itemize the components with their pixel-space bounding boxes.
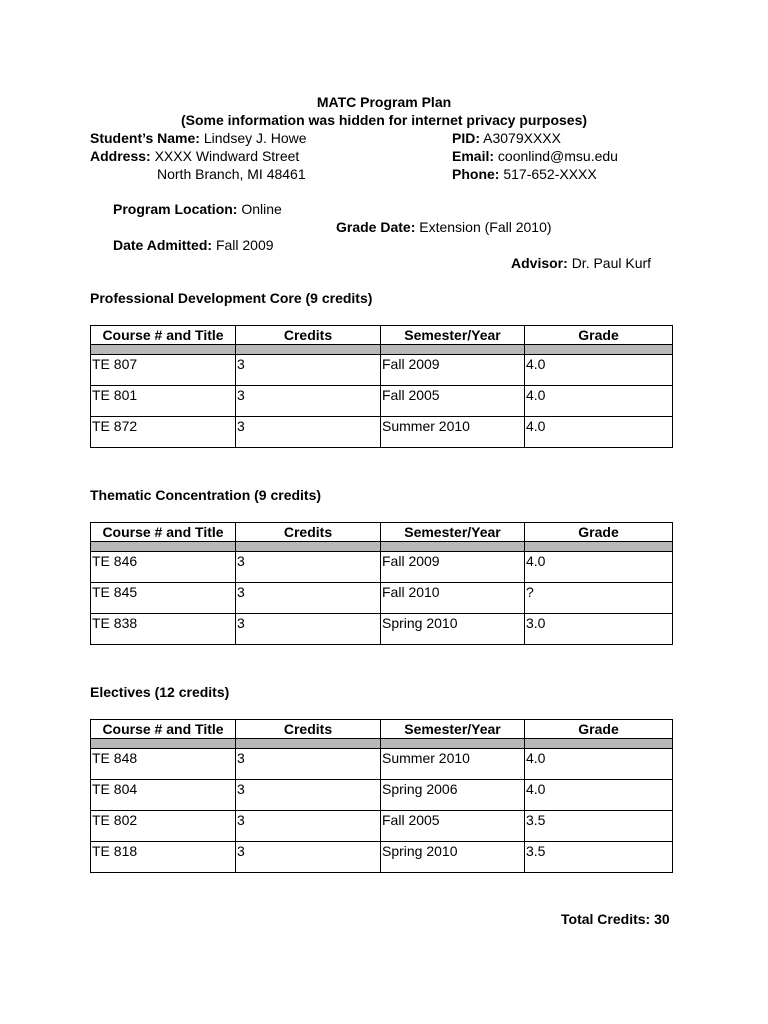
table-cell: Fall 2010 — [381, 583, 525, 614]
professional-core-table — [90, 325, 673, 448]
column-header: Credits — [236, 326, 381, 345]
address-label: Address: — [90, 148, 151, 164]
email-label: Email: — [452, 148, 495, 164]
advisor-label: Advisor: — [511, 255, 568, 271]
column-header: Semester/Year — [381, 523, 525, 542]
table-cell: Summer 2010 — [381, 417, 525, 448]
table-cell: Spring 2010 — [381, 842, 525, 873]
pid-line — [452, 129, 561, 147]
table-cell: TE 872 — [91, 417, 236, 448]
table-cell: TE 848 — [91, 749, 236, 780]
table-row — [91, 780, 673, 811]
date-admitted-line — [113, 236, 274, 254]
column-header: Credits — [236, 523, 381, 542]
table-cell: 4.0 — [525, 749, 673, 780]
table-header-row — [91, 326, 673, 345]
table-cell: 4.0 — [525, 355, 673, 386]
header-shade-row — [91, 542, 673, 552]
table-cell: 3 — [236, 386, 381, 417]
student-name-value: Lindsey J. Howe — [203, 130, 307, 146]
table-row — [91, 583, 673, 614]
total-credits-label: Total Credits: — [561, 911, 651, 927]
column-header: Course # and Title — [91, 523, 236, 542]
table-cell: TE 838 — [91, 614, 236, 645]
electives-table — [90, 719, 673, 873]
section-title-electives: Electives (12 credits) — [90, 684, 230, 700]
header-shade-row — [91, 345, 673, 355]
table-row — [91, 842, 673, 873]
table-cell: 3 — [236, 842, 381, 873]
student-name-line — [90, 129, 307, 147]
address-line — [90, 147, 299, 165]
student-name-label: Student’s Name: — [90, 130, 200, 146]
table-cell: 3.5 — [525, 842, 673, 873]
grade-date-line — [336, 218, 552, 236]
table-cell: TE 807 — [91, 355, 236, 386]
table-cell: ? — [525, 583, 673, 614]
thematic-concentration-table — [90, 522, 673, 645]
table-cell: 3 — [236, 749, 381, 780]
column-header: Semester/Year — [381, 326, 525, 345]
column-header: Grade — [525, 326, 673, 345]
table-cell: 4.0 — [525, 417, 673, 448]
table-cell: 3 — [236, 417, 381, 448]
table-cell: TE 802 — [91, 811, 236, 842]
section-title-thematic-concentration: Thematic Concentration (9 credits) — [90, 487, 322, 503]
table-row — [91, 355, 673, 386]
table-cell: TE 804 — [91, 780, 236, 811]
phone-line — [452, 165, 597, 183]
column-header: Course # and Title — [91, 720, 236, 739]
column-header: Credits — [236, 720, 381, 739]
table-row — [91, 386, 673, 417]
column-header: Semester/Year — [381, 720, 525, 739]
table-cell: TE 818 — [91, 842, 236, 873]
email-line — [452, 147, 618, 165]
table-cell: Fall 2005 — [381, 811, 525, 842]
pid-value: A3079XXXX — [483, 130, 561, 146]
table-cell: TE 846 — [91, 552, 236, 583]
table-cell: Summer 2010 — [381, 749, 525, 780]
table-cell: 3.0 — [525, 614, 673, 645]
total-credits-value: 30 — [654, 911, 670, 927]
program-location-label: Program Location: — [113, 201, 238, 217]
phone-value: 517-652-XXXX — [503, 166, 597, 182]
column-header: Grade — [525, 523, 673, 542]
program-location-line — [113, 200, 282, 218]
table-cell: Fall 2009 — [381, 552, 525, 583]
table-cell: 3 — [236, 355, 381, 386]
table-row — [91, 417, 673, 448]
pid-label: PID: — [452, 130, 480, 146]
page-title: MATC Program Plan — [316, 94, 452, 110]
table-cell: 4.0 — [525, 386, 673, 417]
total-credits — [561, 910, 670, 928]
table-row — [91, 749, 673, 780]
table-header-row — [91, 523, 673, 542]
table-cell: 3 — [236, 552, 381, 583]
page-subtitle: (Some information was hidden for internet privacy purposes) — [180, 112, 588, 128]
table-cell: 4.0 — [525, 552, 673, 583]
table-header-row — [91, 720, 673, 739]
advisor-value: Dr. Paul Kurf — [571, 255, 652, 271]
table-row — [91, 552, 673, 583]
phone-label: Phone: — [452, 166, 500, 182]
table-cell: 3 — [236, 811, 381, 842]
table-cell: 3 — [236, 583, 381, 614]
table-cell: Spring 2006 — [381, 780, 525, 811]
date-admitted-label: Date Admitted: — [113, 237, 213, 253]
header-shade-row — [91, 739, 673, 749]
grade-date-value: Extension (Fall 2010) — [419, 219, 552, 235]
table-cell: Spring 2010 — [381, 614, 525, 645]
column-header: Course # and Title — [91, 326, 236, 345]
date-admitted-value: Fall 2009 — [215, 237, 274, 253]
table-cell: 3.5 — [525, 811, 673, 842]
address-line2-value: North Branch, MI 48461 — [157, 166, 306, 182]
grade-date-label: Grade Date: — [336, 219, 416, 235]
program-location-value: Online — [241, 201, 282, 217]
table-row — [91, 811, 673, 842]
table-cell: 3 — [236, 780, 381, 811]
table-cell: Fall 2009 — [381, 355, 525, 386]
table-row — [91, 614, 673, 645]
column-header: Grade — [525, 720, 673, 739]
table-cell: 3 — [236, 614, 381, 645]
table-cell: TE 845 — [91, 583, 236, 614]
table-cell: 4.0 — [525, 780, 673, 811]
advisor-line — [511, 254, 651, 272]
email-value: coonlind@msu.edu — [497, 148, 618, 164]
table-cell: Fall 2005 — [381, 386, 525, 417]
address-line1-value: XXXX Windward Street — [154, 148, 300, 164]
section-title-professional-core: Professional Development Core (9 credits) — [90, 290, 373, 306]
table-cell: TE 801 — [91, 386, 236, 417]
